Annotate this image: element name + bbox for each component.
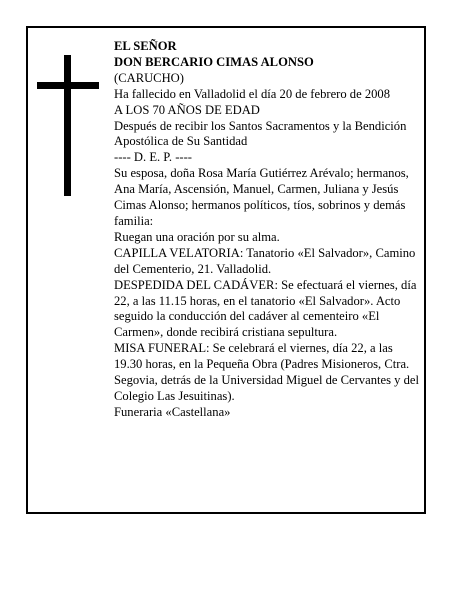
rip-line: ---- D. E. P. ---- (114, 150, 192, 165)
cross-horizontal-bar (37, 82, 99, 89)
funeral-home: Funeraria «Castellana» (114, 404, 231, 419)
age-line: A LOS 70 AÑOS DE EDAD (114, 102, 260, 117)
death-line: Ha fallecido en Valladolid el día 20 de febrero de 2008 (114, 86, 391, 101)
chapel-paragraph: CAPILLA VELATORIA: Tanatorio «El Salvador», Camino del Cementerio, 21. Valladolid. (114, 245, 416, 276)
mass-paragraph: MISA FUNERAL: Se celebrará el viernes, día 22, a las 19.30 horas, en la Pequeña Obra (Padres Misioneros, Ctra. Segovia, detrás de la Universidad Miguel de Cervantes y del Colegio Las Jesuitinas). (114, 341, 419, 403)
obituary-text (114, 39, 422, 421)
farewell-paragraph: DESPEDIDA DEL CADÁVER: Se efectuará el viernes, día 22, a las 11.15 horas, en el tanatorio «El Salvador». Acto seguido la conducción del cadáver al cementeiro «El Carmen», donde recibirá cristiana sepultura. (114, 277, 417, 340)
cross-vertical-bar (64, 55, 71, 196)
sacraments-paragraph: Después de recibir los Santos Sacramentos y la Bendición Apostólica de Su Santidad (114, 118, 407, 149)
latin-cross-icon (37, 55, 99, 196)
deceased-name: DON BERCARIO CIMAS ALONSO (114, 54, 314, 69)
family-paragraph: Su esposa, doña Rosa María Gutiérrez Arévalo; hermanos, Ana María, Ascensión, Manuel, Carmen, Juliana y Jesús Cimas Alonso; hermanos políticos, tíos, sobrinos y demás familia: (114, 166, 409, 228)
title-line-1: EL SEÑOR (114, 39, 177, 53)
prayer-line: Ruegan una oración por su alma. (114, 229, 280, 244)
nickname: (CARUCHO) (114, 70, 184, 85)
